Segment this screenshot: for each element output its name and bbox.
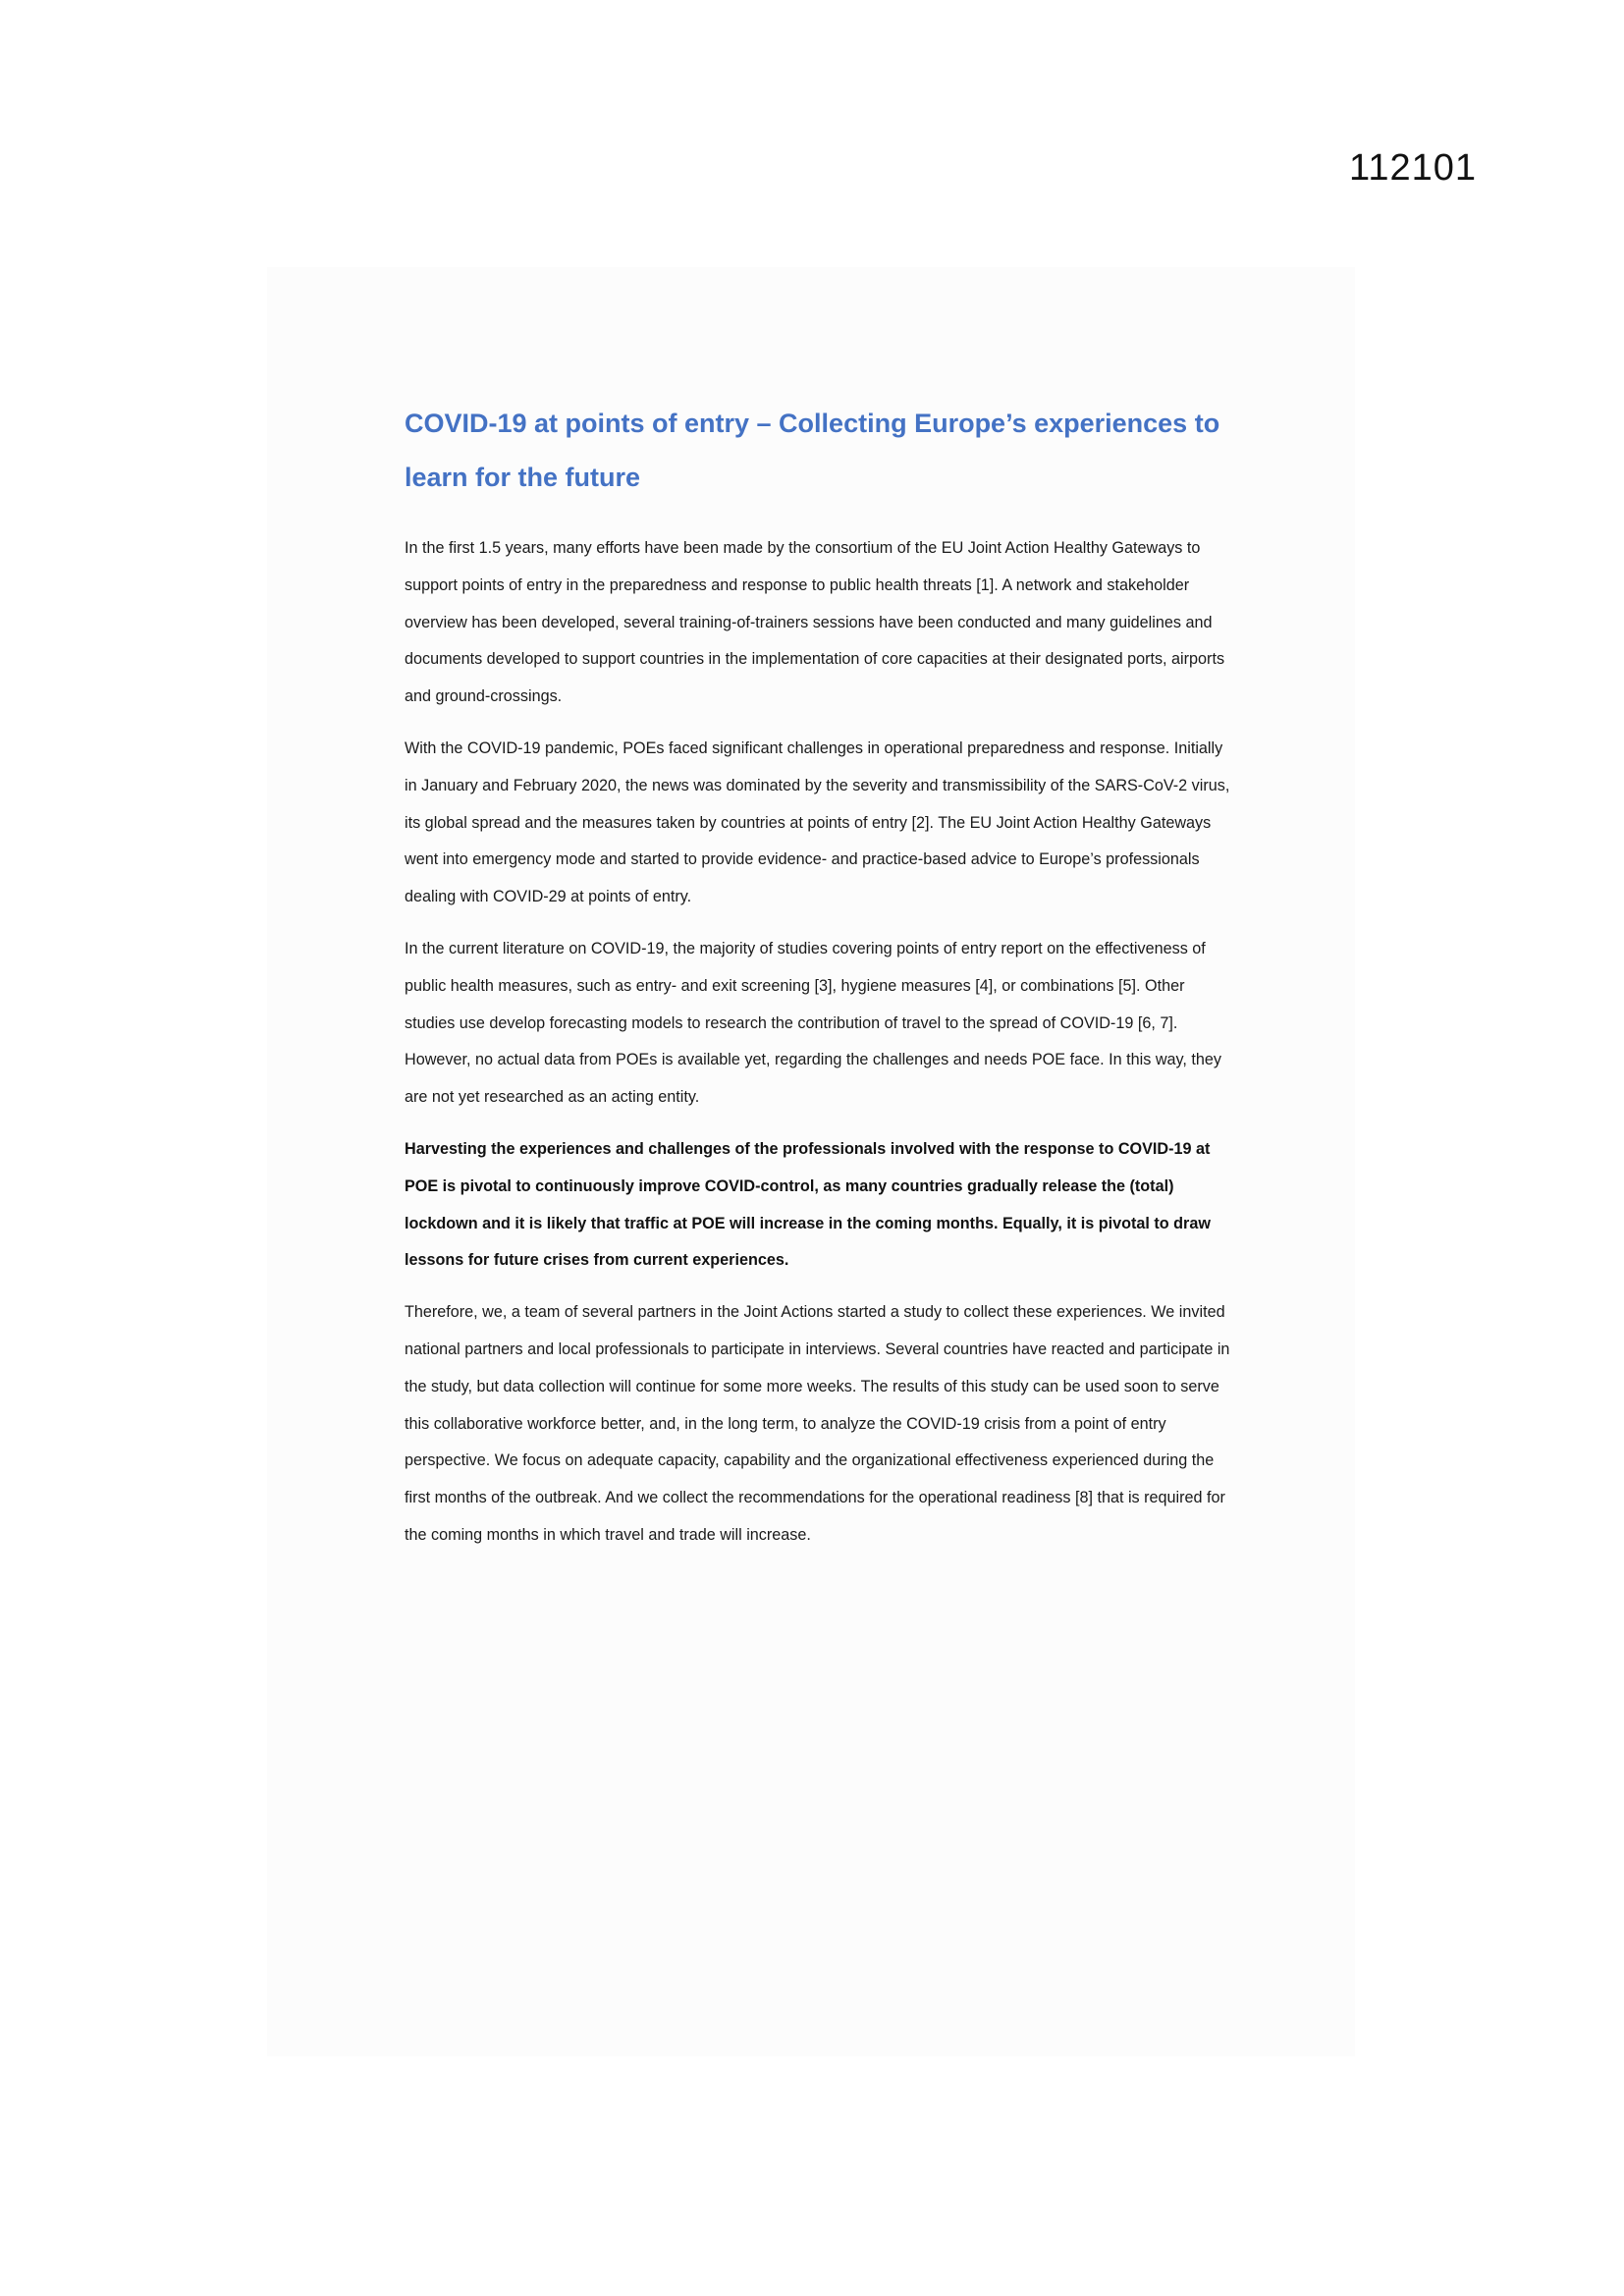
paragraph-intro: In the first 1.5 years, many efforts have been made by the consortium of the EU Joint Action Healthy Gateways to support points of entry in the preparedness and response to public health threats [1]. A network and stakeholder overview has been developed, several training-of-trainers sessions have been conducted and many guidelines and documents developed to support countries in the implementation of core capacities at their designated ports, airports and ground-crossings. (405, 539, 1225, 706)
article-body (405, 397, 1239, 1569)
paragraph-pandemic: With the COVID-19 pandemic, POEs faced significant challenges in operational preparedness and response. Initially in January and February 2020, the news was dominated by the severity and transmissibility of the SARS-CoV-2 virus, its global spread and the measures taken by countries at points of entry [2]. The EU Joint Action Healthy Gateways went into emergency mode and started to provide evidence- and practice-based advice to Europe’s professionals dealing with COVID-29 at points of entry. (405, 738, 1230, 906)
paragraph-key-message: Harvesting the experiences and challenges of the professionals involved with the response to COVID-19 at POE is pivotal to continuously improve COVID-control, as many countries gradually release the (total) lockdown and it is likely that traffic at POE will increase in the coming months. Equally, it is pivotal to draw lessons for future crises from current experiences. (405, 1139, 1211, 1270)
paragraph-study: Therefore, we, a team of several partners in the Joint Actions started a study to collect these experiences. We invited national partners and local professionals to participate in interviews. Several countries have reacted and participate in the study, but data collection will continue for some more weeks. The results of this study can be used soon to serve this collaborative workforce better, and, in the long term, to analyze the COVID-19 crisis from a point of entry perspective. We focus on adequate capacity, capability and the organizational effectiveness experienced during the first months of the outbreak. And we collect the recommendations for the operational readiness [8] that is required for the coming months in which travel and trade will increase. (405, 1303, 1230, 1544)
paragraph-literature: In the current literature on COVID-19, the majority of studies covering points of entry report on the effectiveness of public health measures, such as entry- and exit screening [3], hygiene measures [4], or combinations [5]. Other studies use develop forecasting models to research the contribution of travel to the spread of COVID-19 [6, 7]. However, no actual data from POEs is available yet, regarding the challenges and needs POE face. In this way, they are not yet researched as an acting entity. (405, 939, 1222, 1107)
page-number: 112101 (1349, 147, 1477, 189)
article-title: COVID-19 at points of entry – Collecting Europe’s experiences to learn for the future (405, 409, 1220, 492)
